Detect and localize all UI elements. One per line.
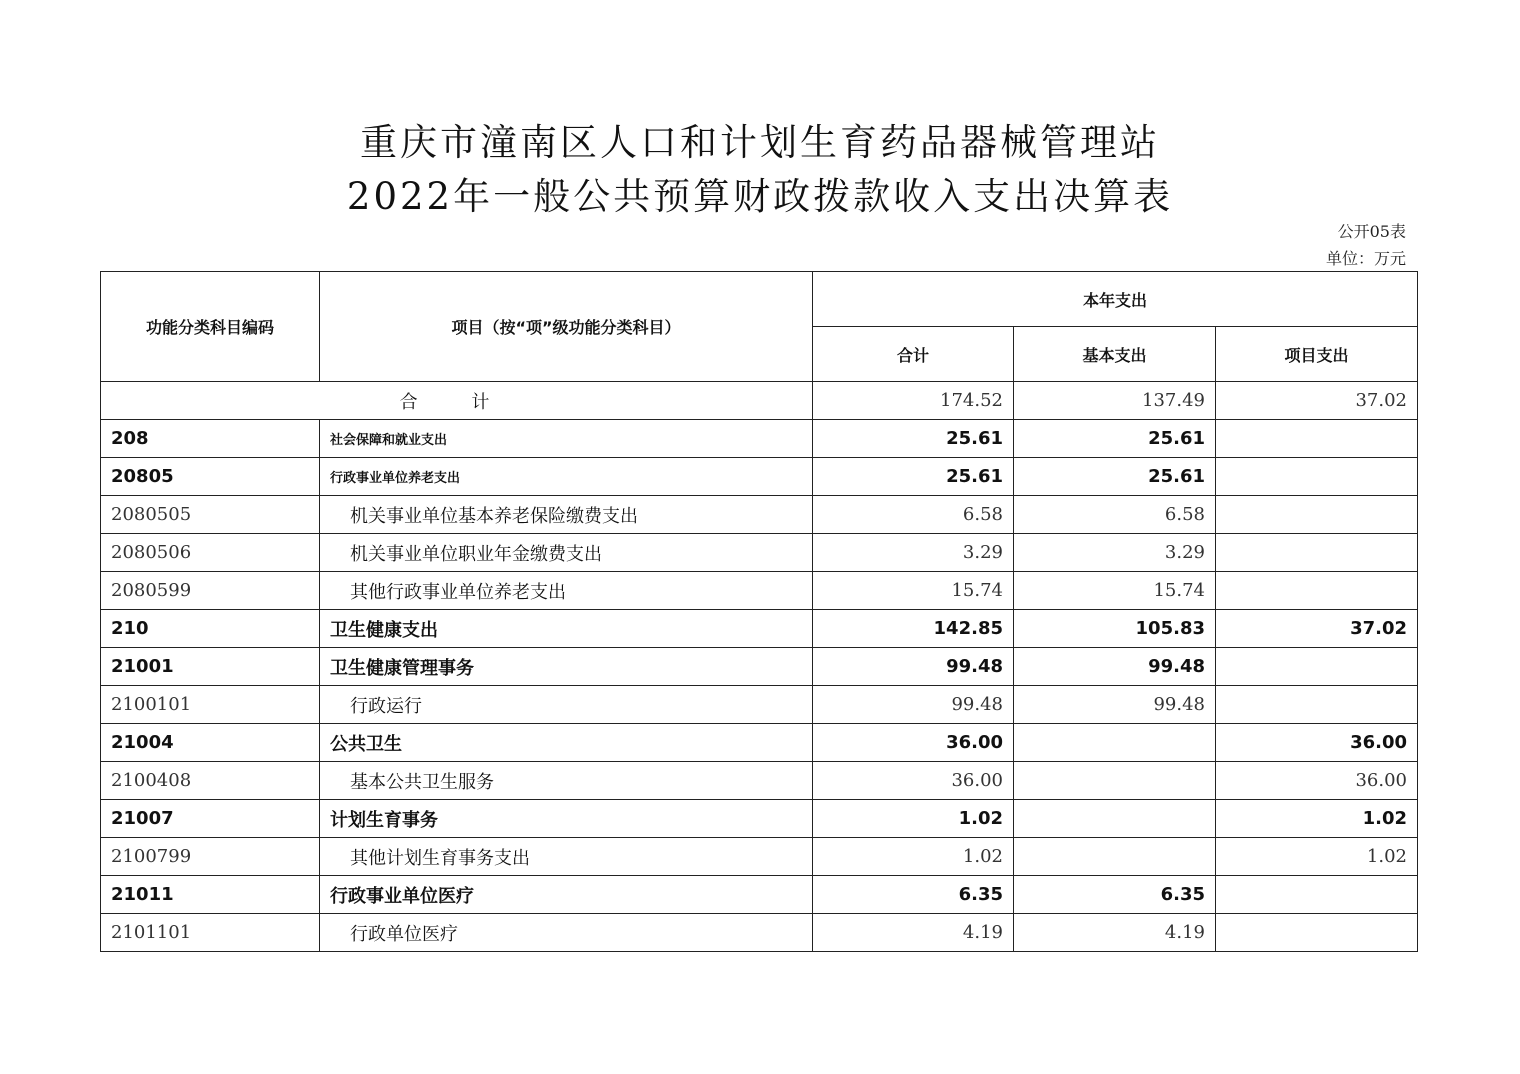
row-basic: 99.48 [1014,686,1216,724]
row-basic [1014,724,1216,762]
row-name: 卫生健康管理事务 [320,648,813,686]
row-basic [1014,762,1216,800]
row-total: 6.58 [813,496,1014,534]
row-project: 36.00 [1216,762,1418,800]
row-project [1216,420,1418,458]
row-total: 99.48 [813,686,1014,724]
row-total: 142.85 [813,610,1014,648]
row-name: 卫生健康支出 [320,610,813,648]
row-project [1216,496,1418,534]
header-code: 功能分类科目编码 [101,272,320,382]
row-basic: 4.19 [1014,914,1216,952]
table-row [101,496,1418,534]
row-project [1216,648,1418,686]
row-project [1216,686,1418,724]
row-project: 36.00 [1216,724,1418,762]
row-code: 2080505 [101,496,320,534]
table-row [101,876,1418,914]
table-row [101,724,1418,762]
total-sum: 174.52 [813,382,1014,420]
row-code: 2101101 [101,914,320,952]
row-code: 2080599 [101,572,320,610]
row-code: 210 [101,610,320,648]
row-code: 21001 [101,648,320,686]
header-project: 项目支出 [1216,327,1418,382]
row-name: 行政事业单位医疗 [320,876,813,914]
row-total: 36.00 [813,724,1014,762]
row-project [1216,914,1418,952]
row-code: 2100101 [101,686,320,724]
row-project [1216,876,1418,914]
table-row [101,648,1418,686]
row-code: 20805 [101,458,320,496]
budget-table [100,271,1418,952]
row-total: 25.61 [813,420,1014,458]
row-code: 21007 [101,800,320,838]
header-basic: 基本支出 [1014,327,1216,382]
row-basic: 99.48 [1014,648,1216,686]
row-code: 2080506 [101,534,320,572]
row-total: 1.02 [813,838,1014,876]
row-total: 4.19 [813,914,1014,952]
table-row [101,572,1418,610]
total-basic: 137.49 [1014,382,1216,420]
report-title-line2: 2022年一般公共预算财政拨款收入支出决算表 [346,175,1174,218]
row-basic: 25.61 [1014,458,1216,496]
table-row [101,686,1418,724]
row-basic: 3.29 [1014,534,1216,572]
row-basic: 15.74 [1014,572,1216,610]
row-name: 其他行政事业单位养老支出 [320,572,813,610]
row-basic: 105.83 [1014,610,1216,648]
row-project [1216,572,1418,610]
row-code: 2100408 [101,762,320,800]
row-basic: 6.58 [1014,496,1216,534]
row-total: 6.35 [813,876,1014,914]
row-total: 25.61 [813,458,1014,496]
table-number: 公开05表 [1337,222,1406,241]
row-name: 公共卫生 [320,724,813,762]
total-row [101,382,1418,420]
row-name: 机关事业单位职业年金缴费支出 [320,534,813,572]
unit-label: 单位：万元 [1325,249,1406,268]
row-code: 2100799 [101,838,320,876]
row-basic: 25.61 [1014,420,1216,458]
row-project [1216,534,1418,572]
row-project: 1.02 [1216,800,1418,838]
row-name: 机关事业单位基本养老保险缴费支出 [320,496,813,534]
row-name: 行政运行 [320,686,813,724]
table-row [101,762,1418,800]
table-row [101,420,1418,458]
row-name: 计划生育事务 [320,800,813,838]
total-project: 37.02 [1216,382,1418,420]
table-row [101,838,1418,876]
total-label: 合 计 [101,382,813,420]
row-code: 208 [101,420,320,458]
row-total: 3.29 [813,534,1014,572]
table-row [101,800,1418,838]
row-code: 21011 [101,876,320,914]
table-row [101,534,1418,572]
header-item: 项目（按“项”级功能分类科目） [320,272,813,382]
table-row [101,458,1418,496]
row-total: 1.02 [813,800,1014,838]
row-total: 15.74 [813,572,1014,610]
table-row [101,914,1418,952]
row-code: 21004 [101,724,320,762]
row-basic: 6.35 [1014,876,1216,914]
row-name: 其他计划生育事务支出 [320,838,813,876]
table-row [101,610,1418,648]
row-project: 37.02 [1216,610,1418,648]
header-year-expense: 本年支出 [813,272,1418,327]
row-total: 36.00 [813,762,1014,800]
row-project [1216,458,1418,496]
row-total: 99.48 [813,648,1014,686]
row-name: 社会保障和就业支出 [320,420,813,458]
row-name: 行政事业单位养老支出 [320,458,813,496]
row-basic [1014,838,1216,876]
row-name: 行政单位医疗 [320,914,813,952]
report-title-line1: 重庆市潼南区人口和计划生育药品器械管理站 [360,121,1160,164]
row-name: 基本公共卫生服务 [320,762,813,800]
row-project: 1.02 [1216,838,1418,876]
row-basic [1014,800,1216,838]
header-total: 合计 [813,327,1014,382]
